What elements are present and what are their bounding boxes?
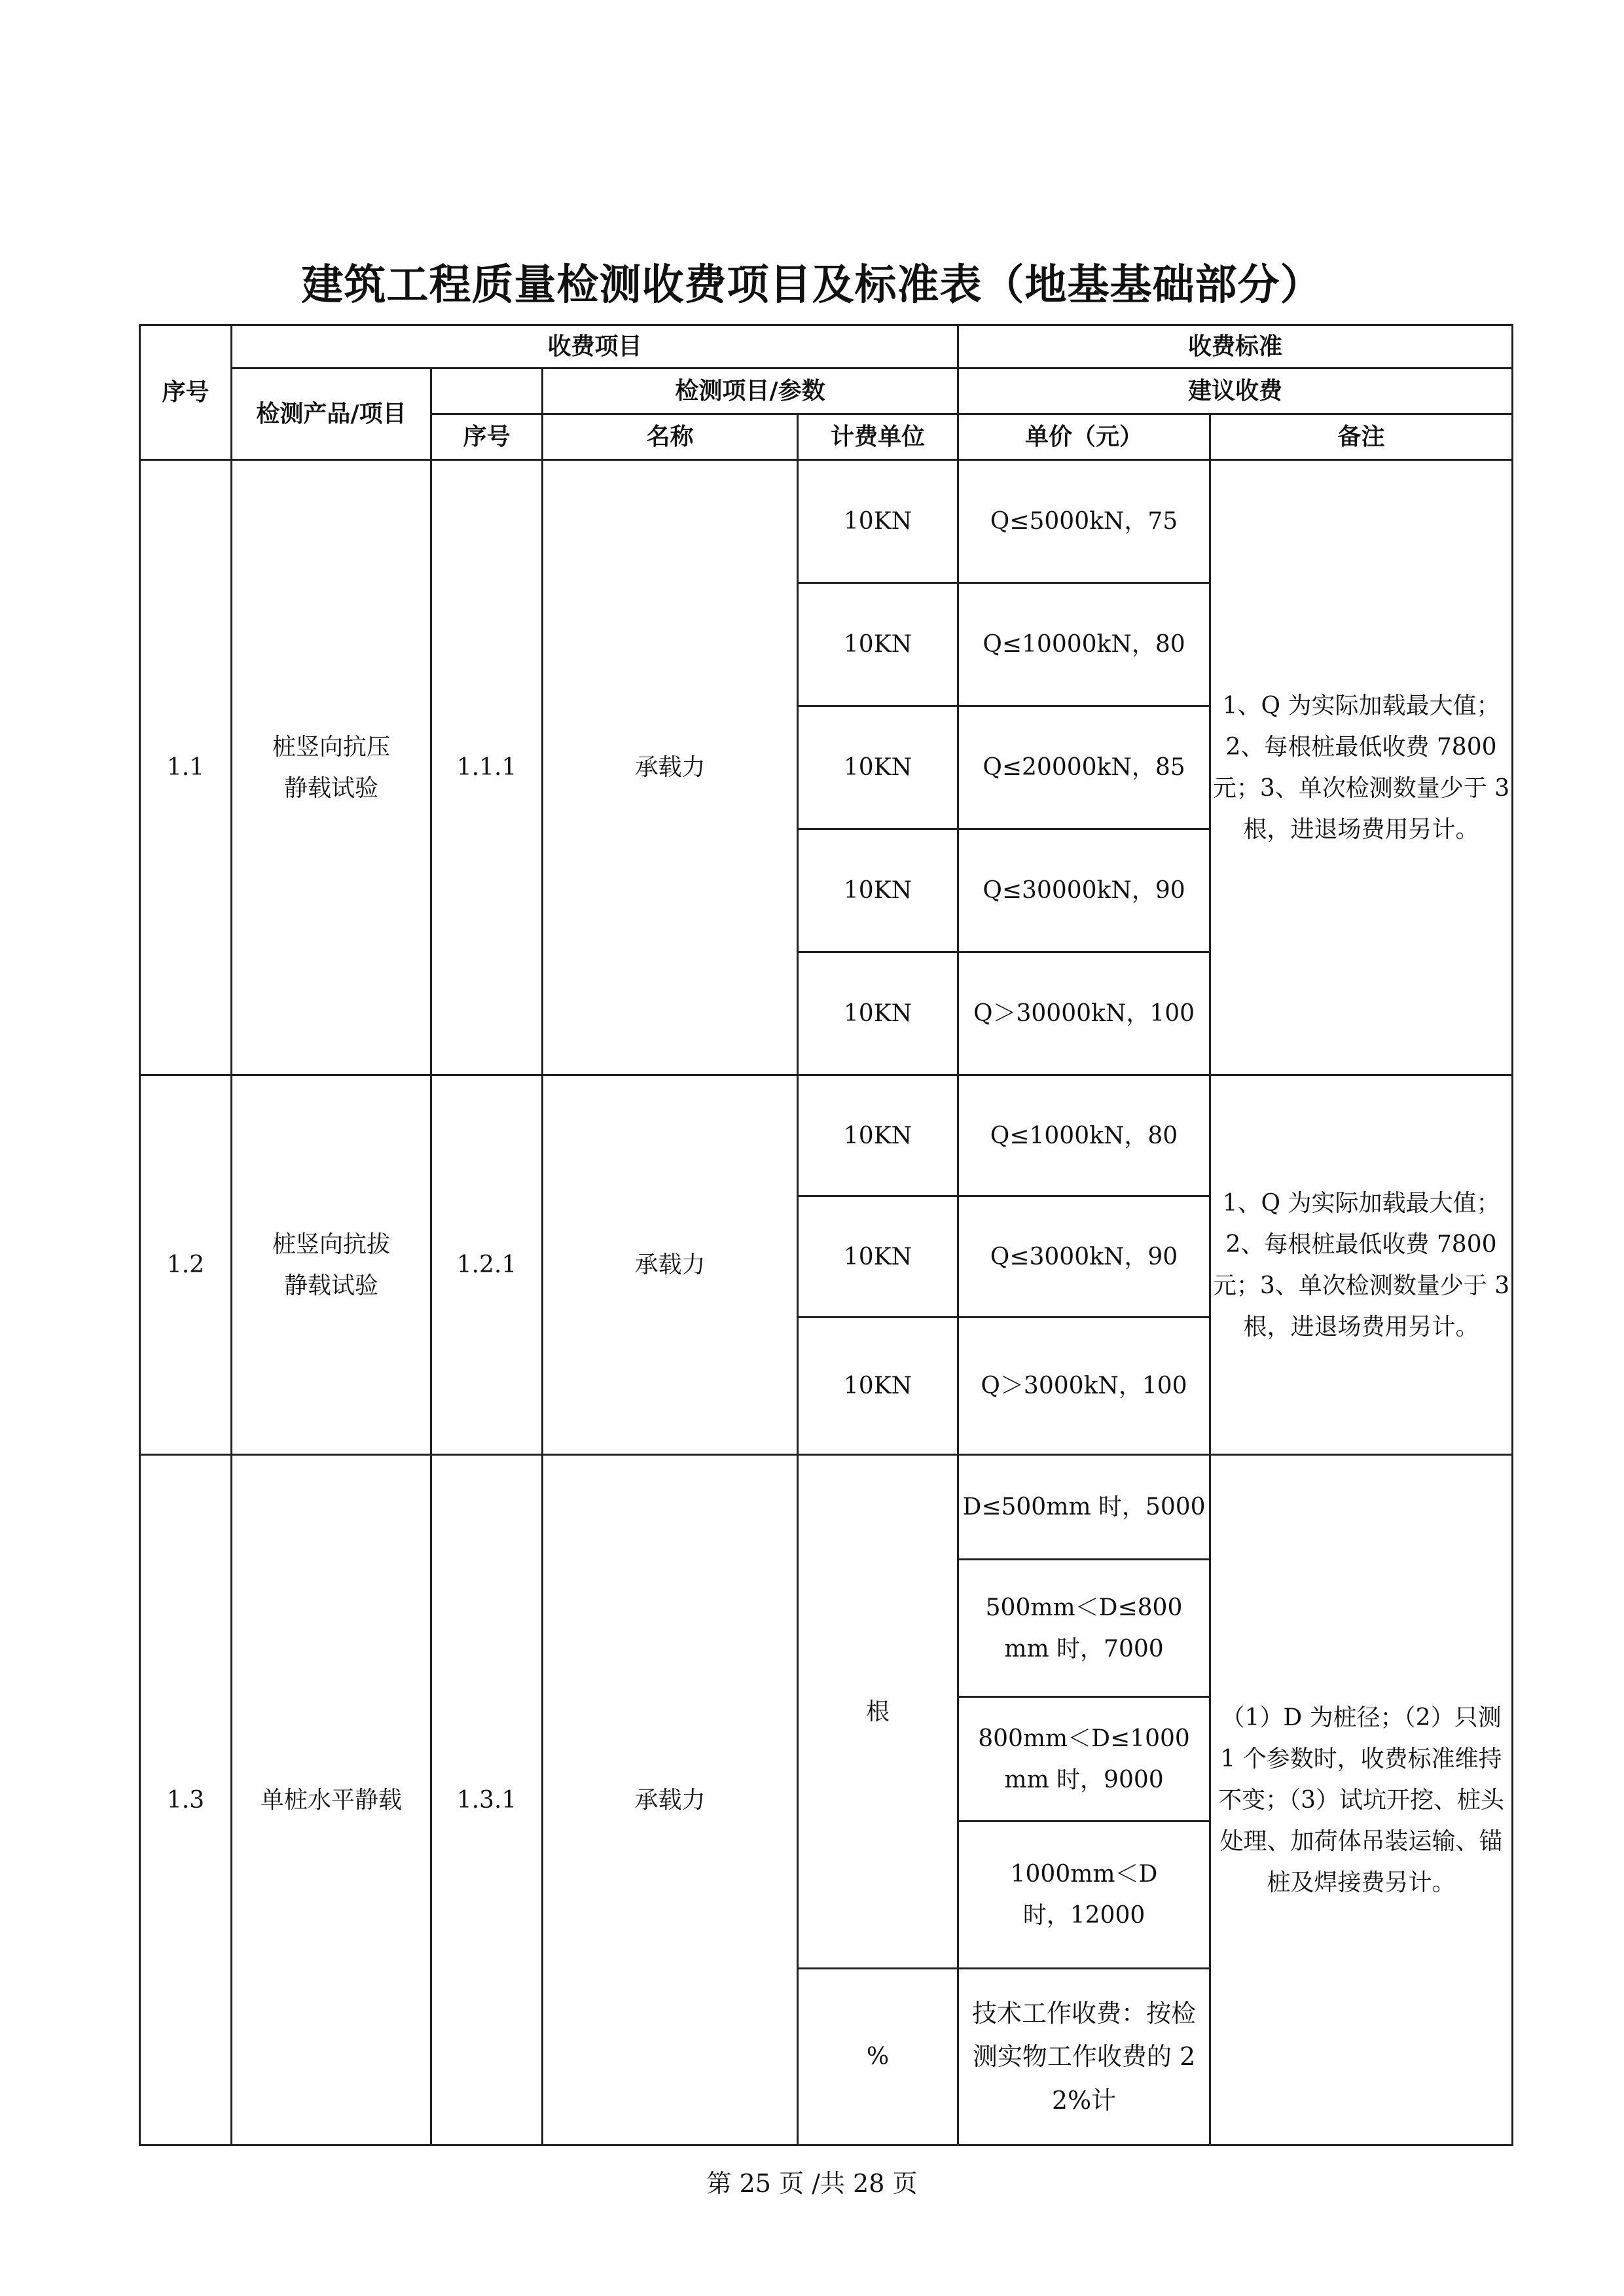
row-price: Q≤3000kN，90 xyxy=(958,1196,1210,1318)
row-remark: 1、Q 为实际加载最大值；2、每根桩最低收费 7800 元；3、单次检测数量少于 3 根，进退场费用另计。 xyxy=(1210,460,1513,1075)
header-product-item: 检测产品/项目 xyxy=(232,368,431,460)
header-blank xyxy=(431,368,543,414)
row-product: 桩竖向抗拔静载试验 xyxy=(232,1075,431,1455)
row-unit: 10KN xyxy=(798,706,958,829)
page-footer: 第 25 页 /共 28 页 xyxy=(706,2169,918,2198)
row-price: 1000mm＜D 时，12000 xyxy=(958,1821,1210,1969)
row-unit: 10KN xyxy=(798,1075,958,1196)
row-price: Q≤1000kN，80 xyxy=(958,1075,1210,1196)
row-price: D≤500mm 时，5000 xyxy=(958,1455,1210,1560)
row-unit: % xyxy=(798,1969,958,2145)
row-product: 单桩水平静载 xyxy=(232,1455,431,2145)
row-seq: 1.3 xyxy=(140,1455,232,2145)
row-price: 技术工作收费：按检测实物工作收费的 22%计 xyxy=(958,1969,1210,2145)
row-unit: 10KN xyxy=(798,952,958,1075)
header-price: 单价（元） xyxy=(958,414,1210,460)
row-remark: 1、Q 为实际加载最大值；2、每根桩最低收费 7800 元；3、单次检测数量少于 3 根，进退场费用另计。 xyxy=(1210,1075,1513,1455)
row-price: Q≤5000kN，75 xyxy=(958,460,1210,583)
header-unit: 计费单位 xyxy=(798,414,958,460)
table-row xyxy=(140,1455,1513,1560)
header-remark: 备注 xyxy=(1210,414,1513,460)
header-fee-items: 收费项目 xyxy=(232,325,958,368)
row-unit: 10KN xyxy=(798,1318,958,1455)
row-unit: 根 xyxy=(798,1455,958,1969)
row-name: 承载力 xyxy=(543,1455,798,2145)
row-price: 800mm＜D≤1000mm 时，9000 xyxy=(958,1697,1210,1821)
row-sub-seq: 1.2.1 xyxy=(431,1075,543,1455)
row-price: Q≤20000kN，85 xyxy=(958,706,1210,829)
row-name: 承载力 xyxy=(543,460,798,1075)
row-price: Q＞3000kN，100 xyxy=(958,1318,1210,1455)
header-seq: 序号 xyxy=(140,325,232,460)
row-price: Q≤30000kN，90 xyxy=(958,829,1210,952)
row-unit: 10KN xyxy=(798,1196,958,1318)
header-test-param: 检测项目/参数 xyxy=(543,368,958,414)
row-price: Q＞30000kN，100 xyxy=(958,952,1210,1075)
header-sub-seq: 序号 xyxy=(431,414,543,460)
row-sub-seq: 1.3.1 xyxy=(431,1455,543,2145)
header-suggested-fee: 建议收费 xyxy=(958,368,1513,414)
table-row xyxy=(140,1075,1513,1196)
table-row xyxy=(140,460,1513,583)
row-sub-seq: 1.1.1 xyxy=(431,460,543,1075)
row-seq: 1.2 xyxy=(140,1075,232,1455)
row-seq: 1.1 xyxy=(140,460,232,1075)
row-unit: 10KN xyxy=(798,460,958,583)
row-unit: 10KN xyxy=(798,583,958,706)
row-price: 500mm＜D≤800mm 时，7000 xyxy=(958,1560,1210,1697)
fee-standard-table xyxy=(139,324,1513,2146)
row-price: Q≤10000kN，80 xyxy=(958,583,1210,706)
row-remark: （1）D 为桩径；（2）只测 1 个参数时，收费标准维持不变；（3）试坑开挖、桩头处理、加荷体吊装运输、锚桩及焊接费另计。 xyxy=(1210,1455,1513,2145)
page-title: 建筑工程质量检测收费项目及标准表（地基基础部分） xyxy=(301,261,1323,310)
row-unit: 10KN xyxy=(798,829,958,952)
header-name: 名称 xyxy=(543,414,798,460)
header-fee-standard: 收费标准 xyxy=(958,325,1513,368)
row-name: 承载力 xyxy=(543,1075,798,1455)
row-product: 桩竖向抗压静载试验 xyxy=(232,460,431,1075)
